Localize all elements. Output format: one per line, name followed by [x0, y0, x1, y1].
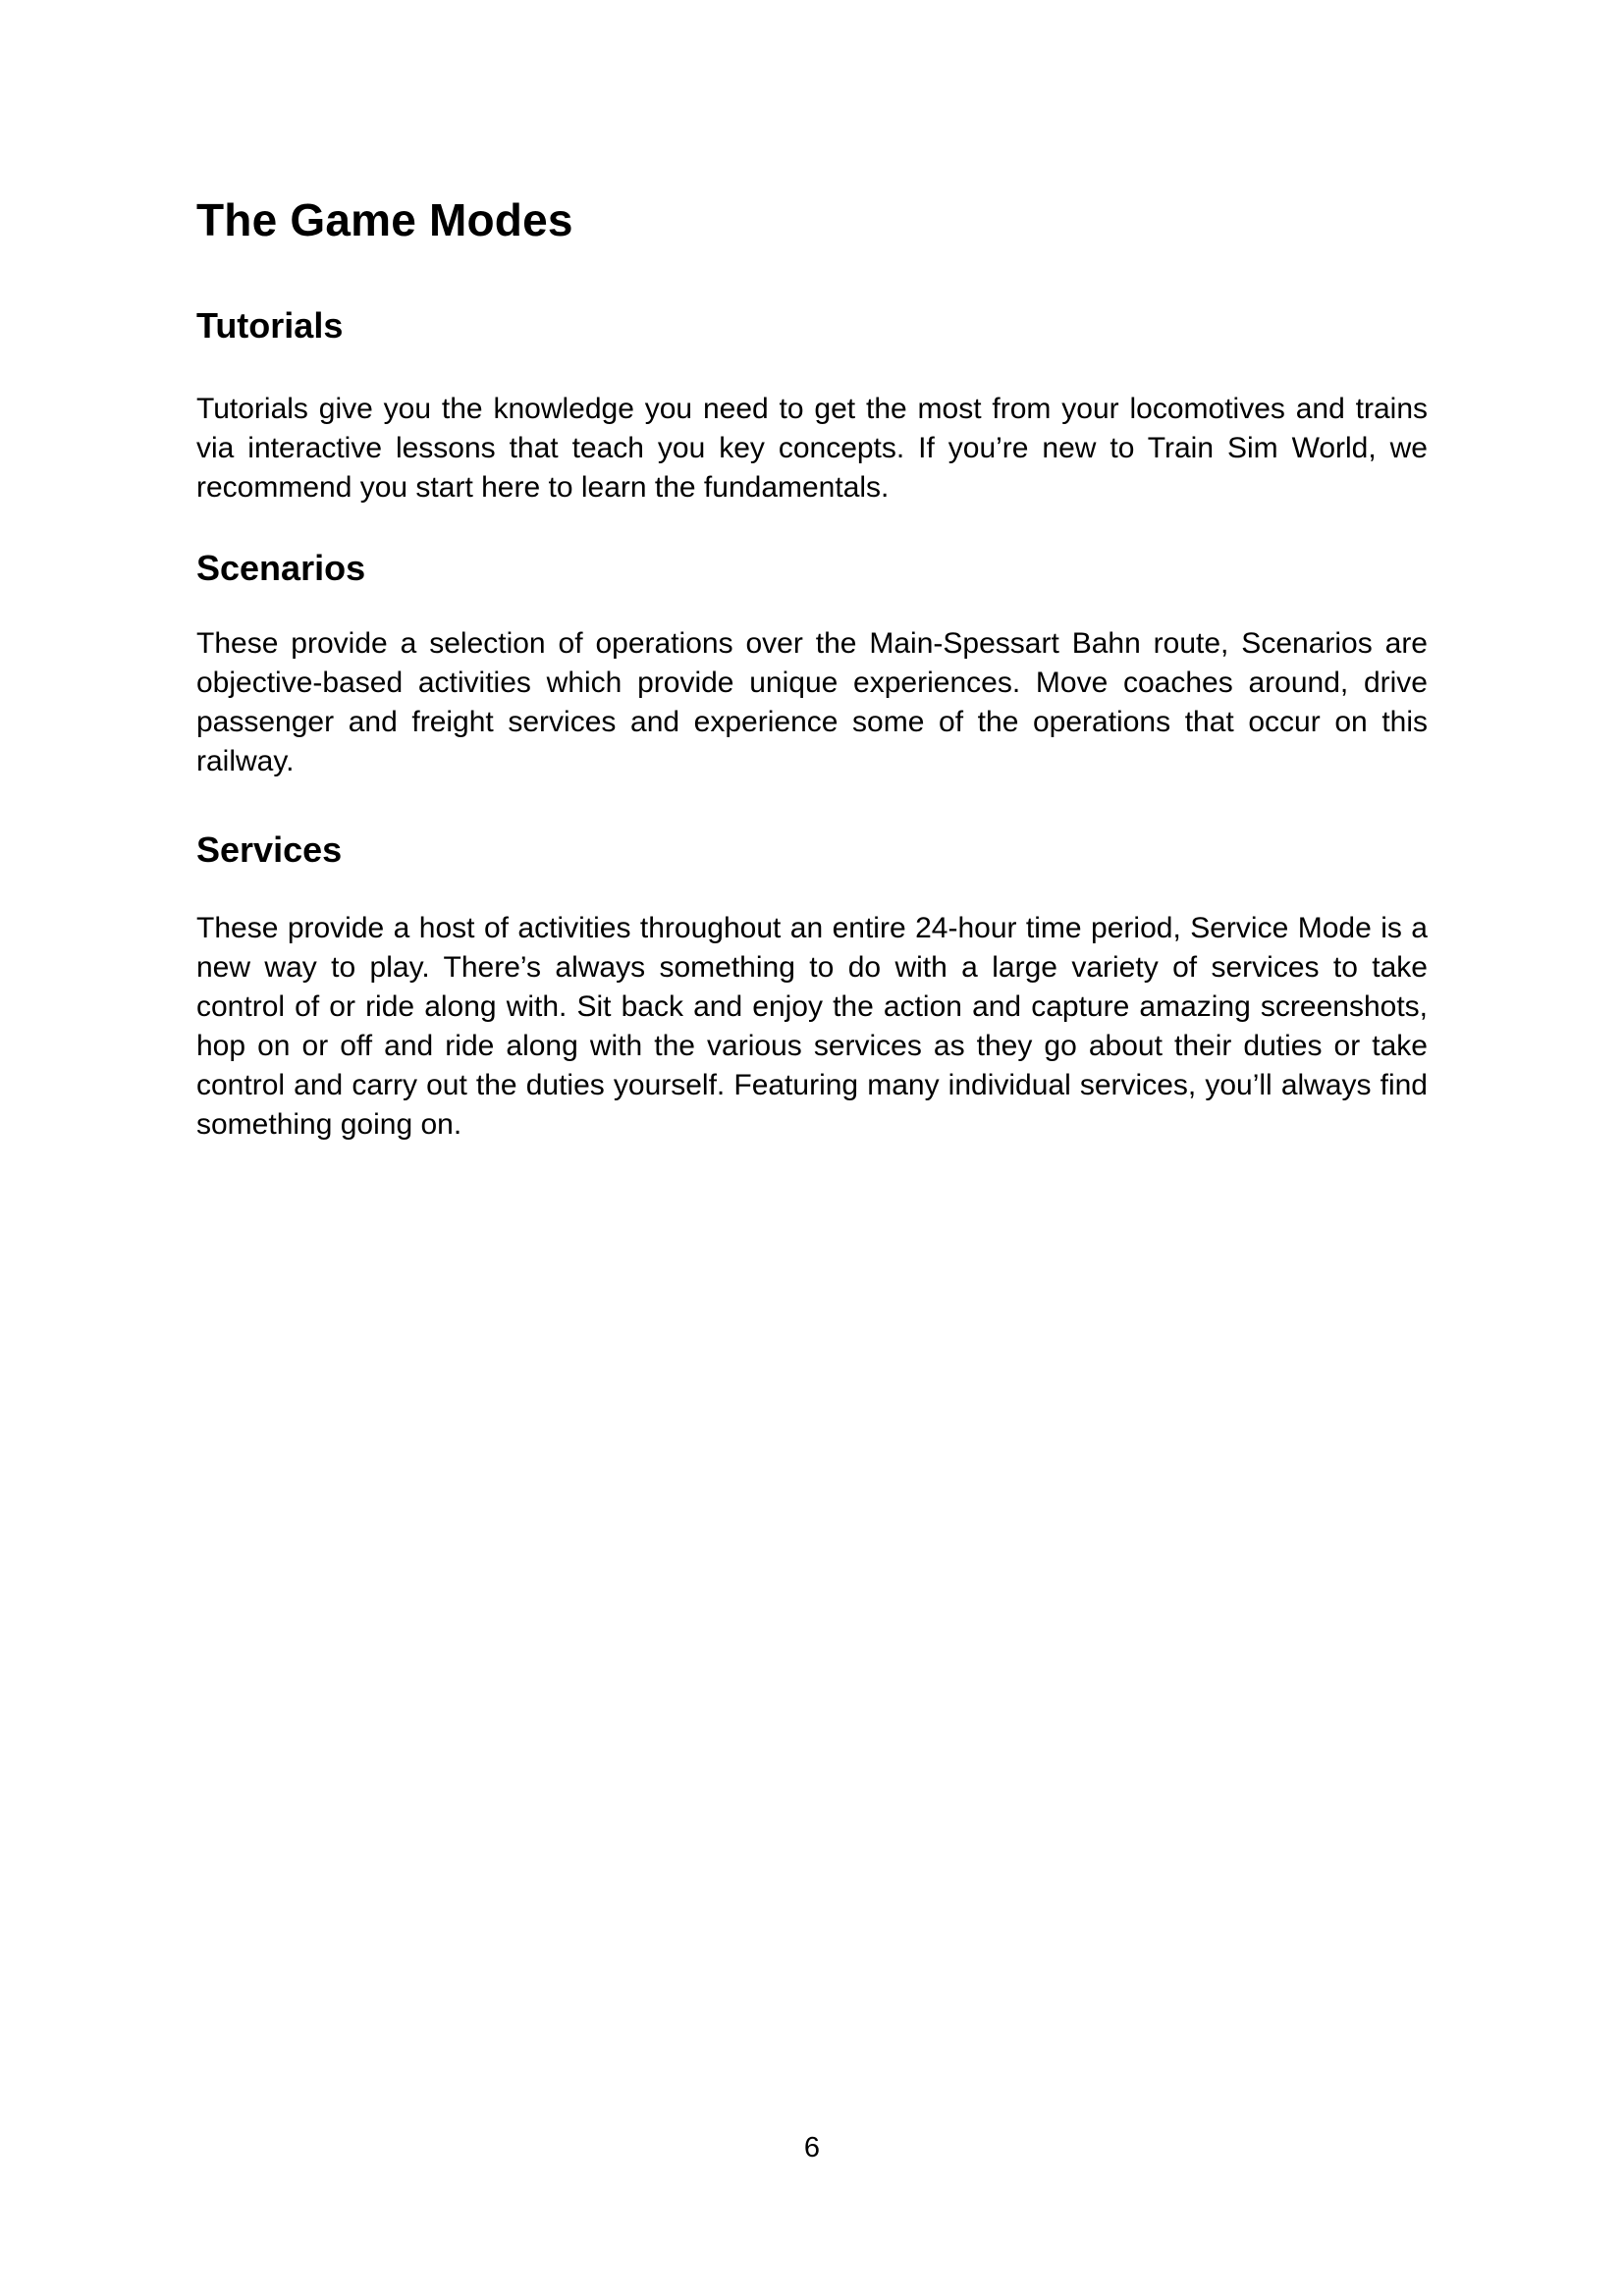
section-services [196, 828, 1428, 1145]
page-title: The Game Modes [196, 194, 573, 245]
section-tutorials [196, 304, 1428, 507]
section-body-scenarios: These provide a selection of operations over the Main-Spessart Bahn route, Scenarios are objective-based activities which provide unique experiences. Move coaches around, drive passenger and freight services and experience some of the operations that occur on this railway. [196, 627, 1428, 777]
section-body-services: These provide a host of activities throughout an entire 24-hour time period, Service Mode is a new way to play. There’s always something to do with a large variety of services to take control of or ride along with. Sit back and enjoy the action and capture amazing screenshots, hop on or off and ride along with the various services as they go about their duties or take control and carry out the duties yourself. Featuring many individual services, you’ll always find something going on. [196, 912, 1428, 1141]
section-heading-services: Services [196, 829, 343, 870]
section-heading-scenarios: Scenarios [196, 548, 366, 588]
page-number: 6 [803, 2132, 821, 2163]
section-body-tutorials: Tutorials give you the knowledge you need to get the most from your locomotives and trains via interactive lessons that teach you key concepts. If you’re new to Train Sim World, we recommend you start here to learn the fundamentals. [196, 393, 1428, 504]
section-scenarios [196, 547, 1428, 781]
section-heading-tutorials: Tutorials [196, 305, 344, 346]
